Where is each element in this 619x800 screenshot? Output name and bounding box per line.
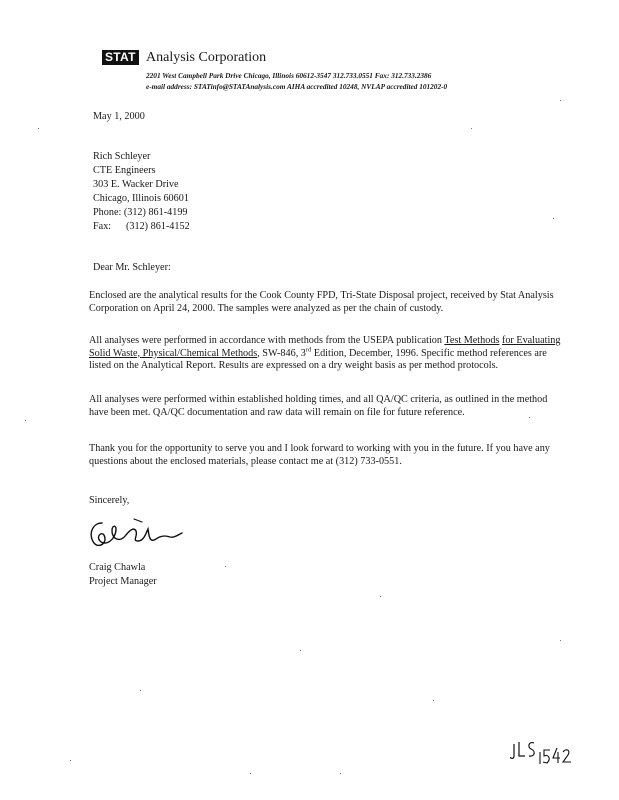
- paragraph-results: [89, 290, 561, 315]
- closing: Sincerely,: [89, 495, 130, 506]
- company-logo: STAT: [102, 50, 139, 65]
- methods-text-a: All analyses were performed in accordance with methods from the USEPA publication: [89, 335, 445, 346]
- recipient-fax-number: (312) 861-4152: [126, 221, 190, 232]
- scan-speck: [560, 100, 561, 101]
- recipient-city: Chicago, Illinois 60601: [93, 193, 189, 204]
- scan-speck: [433, 700, 434, 701]
- recipient-company: CTE Engineers: [93, 165, 156, 176]
- paragraph-methods: [89, 335, 561, 373]
- company-email-accreditation: e-mail address: STATinfo@STATAnalysis.com AIHA accredited 10248, NVLAP accredited 101202-0: [146, 82, 448, 91]
- scan-speck: [300, 650, 301, 651]
- salutation: Dear Mr. Schleyer:: [93, 262, 171, 273]
- edition-ordinal: rd: [305, 346, 312, 354]
- scan-speck: [225, 566, 226, 567]
- paragraph-results-text: Enclosed are the analytical results for the Cook County FPD, Tri-State Disposal project, received by Stat Analysis Corporation on April 24, 2000. The samples were analyzed as per the chain of custody.: [89, 290, 554, 314]
- signer-name: Craig Chawla: [89, 562, 146, 573]
- paragraph-thanks-text: Thank you for the opportunity to serve you and I look forward to working with you in the future. If you have any questions about the enclosed materials, please contact me at (312) 733-0551.: [89, 443, 550, 467]
- signer-title: Project Manager: [89, 576, 157, 587]
- paragraph-thanks: [89, 443, 561, 468]
- scan-speck: [70, 760, 71, 761]
- scan-speck: [250, 773, 251, 774]
- methods-text-c: , SW-846, 3: [257, 347, 306, 359]
- letter-date: May 1, 2000: [93, 111, 145, 122]
- scan-speck: [471, 128, 472, 129]
- scan-speck: [553, 218, 554, 219]
- scan-speck: [340, 773, 341, 774]
- recipient-phone: Phone: (312) 861-4199: [93, 207, 188, 218]
- handwritten-note: [510, 738, 574, 768]
- scan-speck: [380, 596, 381, 597]
- scan-speck: [560, 640, 561, 641]
- paragraph-methods-text: [89, 335, 561, 373]
- publication-title-1: Test Methods: [444, 335, 500, 346]
- company-address: 2201 West Campbell Park Drive Chicago, Illinois 60612-3547 312.733.0551 Fax: 312.733.2386: [146, 71, 432, 80]
- scan-speck: [25, 420, 26, 421]
- company-name: Analysis Corporation: [146, 50, 267, 65]
- paragraph-qaqc-text: All analyses were performed within established holding times, and all QA/QC criteria, as outlined in the method have been met. QA/QC documentation and raw data will remain on file for future reference.: [89, 394, 548, 418]
- recipient-fax-label: Fax:: [93, 221, 112, 232]
- paragraph-qaqc: [89, 394, 561, 419]
- signature-image: [86, 513, 186, 555]
- recipient-street: 303 E. Wacker Drive: [93, 179, 179, 190]
- publication-title-2: for Evaluating Solid Waste, Physical/Chemical Methods: [89, 335, 561, 359]
- scan-speck: [140, 690, 141, 691]
- recipient-name: Rich Schleyer: [93, 151, 151, 162]
- scan-speck: [38, 128, 39, 129]
- methods-text-d: Edition, December, 1996. Specific method references are listed on the Analytical Report. Results are expressed on a dry weight basis as per method protocols.: [89, 347, 547, 372]
